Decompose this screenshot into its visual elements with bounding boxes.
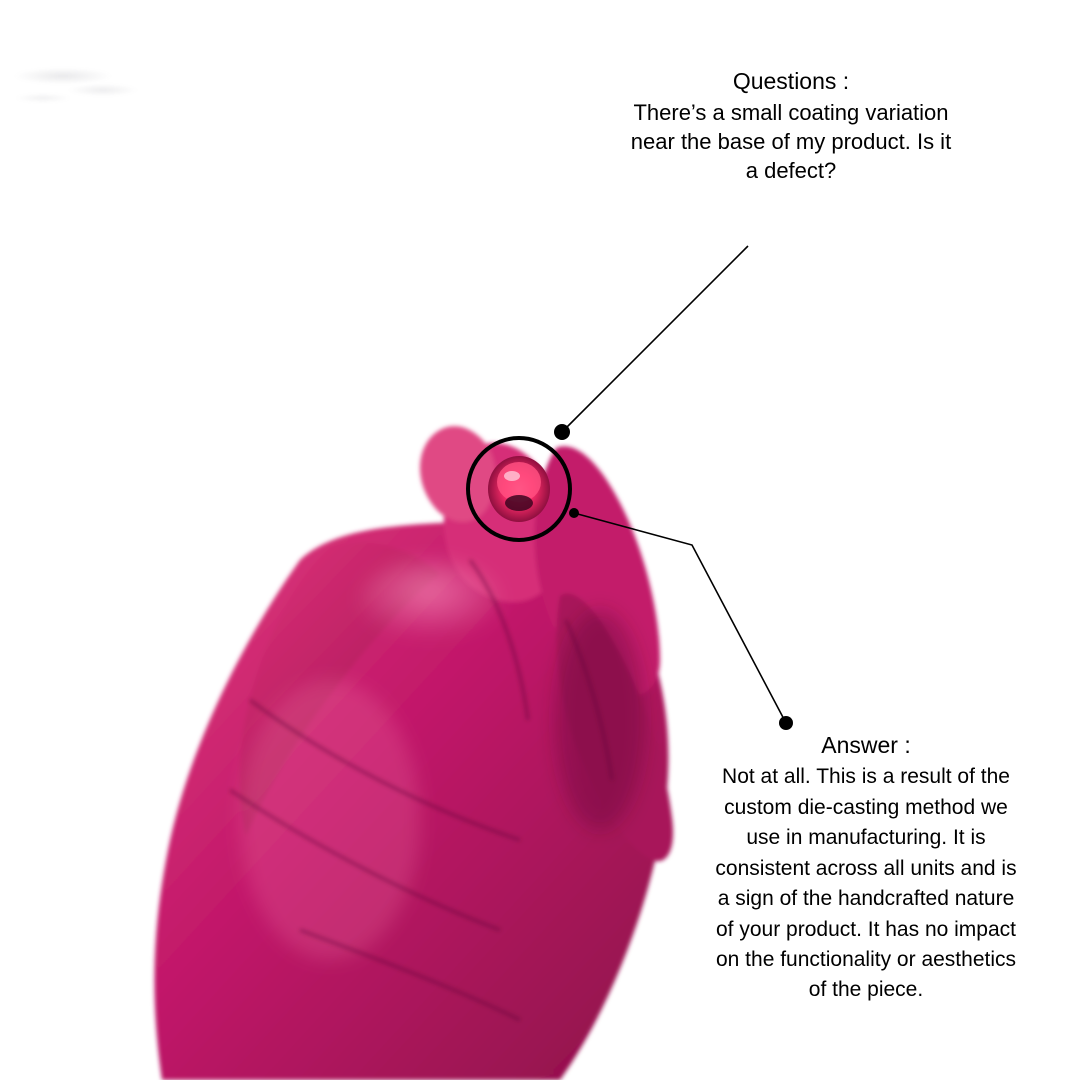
defect-highlight-circle [468, 438, 570, 540]
answer-leader-line [574, 513, 786, 723]
question-anchor-dot [554, 424, 570, 440]
answer-start-dot [569, 508, 579, 518]
answer-body: Not at all. This is a result of the custom die-casting method we use in manufacturing. It is consistent across all units and is a sign of the handcrafted nature of your product. It has no impact on the functionality or aesthetics of the piece. [715, 765, 1017, 1002]
answer-title: Answer : [821, 732, 911, 758]
question-title: Questions : [732, 68, 850, 94]
question-leader-line [562, 246, 748, 432]
answer-annotation [714, 730, 1018, 1006]
question-body: There’s a small coating variation near the base of my product. Is it a defect? [630, 100, 952, 184]
answer-anchor-dot [779, 716, 793, 730]
question-annotation [626, 66, 956, 185]
